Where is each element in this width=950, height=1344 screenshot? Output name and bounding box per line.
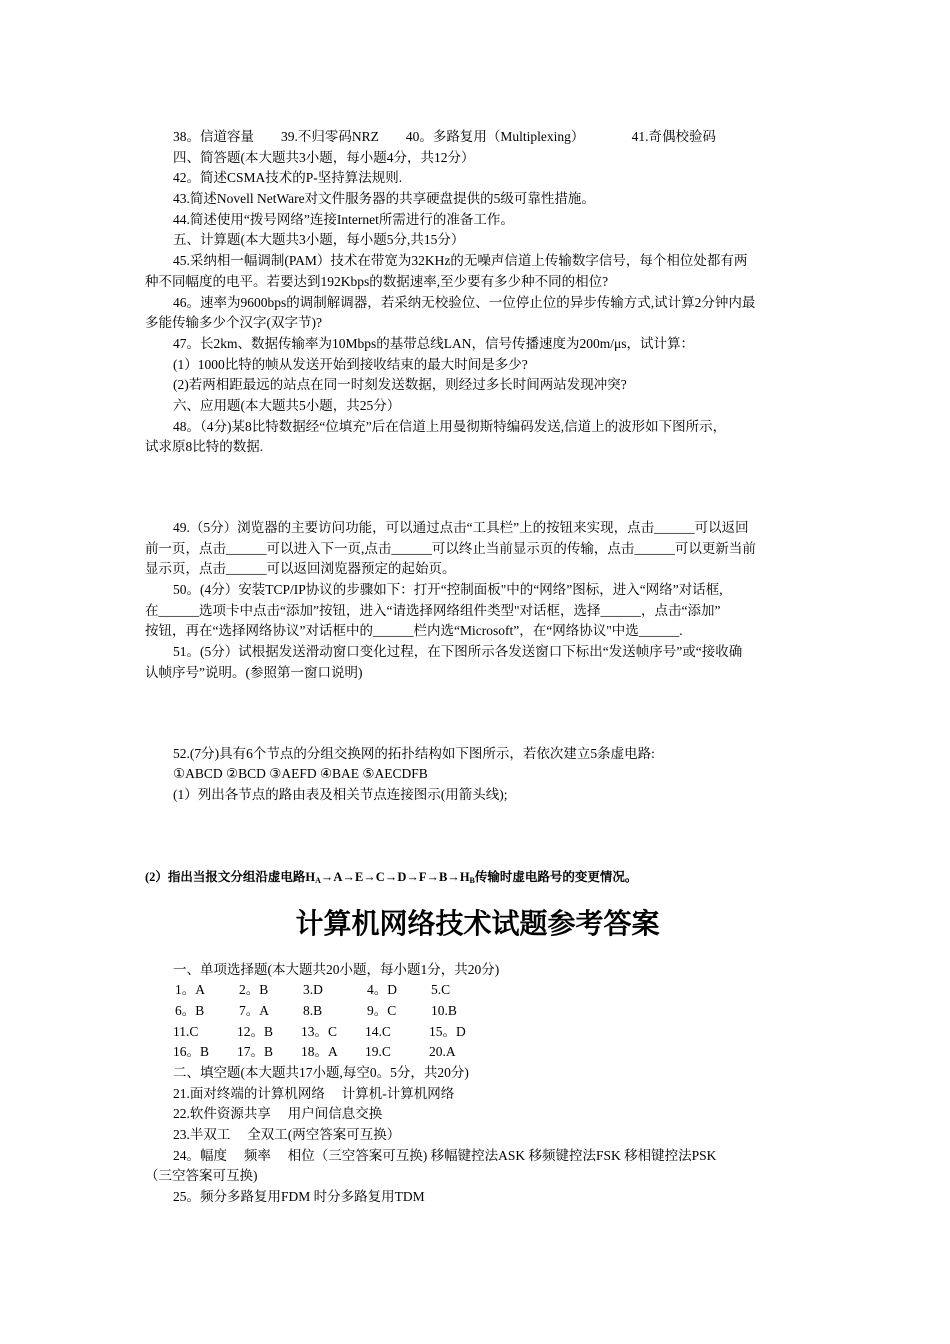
question-49-line1: 49.（5分）浏览器的主要访问功能，可以通过点击“工具栏”上的按钮来实现，点击______可以返回 [173,520,749,535]
mc-answer: 2。B [239,982,269,998]
mc-answer: 4。D [367,982,397,998]
section-5-heading: 五、计算题(本大题共3小题，每小题5分,共15分） [173,232,465,248]
question-42: 42。简述CSMA技术的P-坚持算法规则. [173,170,403,186]
answer-section-2-heading: 二、填空题(本大题共17小题,每空0。5分，共20分) [173,1065,469,1080]
question-43: 43.简述Novell NetWare对文件服务器的共享硬盘提供的5级可靠性措施。 [173,191,595,207]
question-50-line3: 按钮，再在“选择网络协议”对话框中的______栏内选“Microsoft”，在“网络协议"中选______. [145,623,683,639]
question-47-part1: (1）1000比特的帧从发送开始到接收结束的最大时间是多少? [173,356,528,372]
answer-section-1-heading: 一、单项选择题(本大题共20小题，每小题1分，共20分) [173,961,500,977]
mc-answer: 12。B [237,1023,274,1039]
question-50-line2: 在______选项卡中点击“添加”按钮，进入“请选择网络组件类型"对话框，选择______，点击“添加” [145,602,721,618]
figure-space-51 [145,684,810,744]
mc-answer: 10.B [431,1002,457,1018]
line-38-41: 38。信道容量 39.不归零码NRZ 40。多路复用（Multiplexing） 41.奇偶校验码 [173,129,716,144]
mc-answer: 8.B [303,1002,323,1018]
question-45-line2: 种不同幅度的电平。若要达到192Kbps的数据速率,至少要有多少种不同的相位? [145,273,609,289]
answer-23: 23.半双工 全双工(两空答案可互换） [173,1127,401,1143]
mc-answer: 20.A [429,1044,456,1060]
question-46-line2: 多能传输多少个汉字(双字节)? [145,315,322,331]
mc-answer-row [145,1042,810,1063]
mc-answer: 14.C [365,1023,391,1039]
mc-answer: 17。B [237,1044,274,1060]
figure-space-48 [145,458,810,518]
section-6-heading: 六、应用题(本大题共5小题，共25分） [173,397,401,413]
answer-24-cont: （三空答案可互换) [145,1168,258,1184]
question-48-line2: 试求原8比特的数据. [145,439,264,455]
answer-title: 计算机网络技术试题参考答案 [295,906,660,940]
mc-answer: 15。D [429,1023,466,1039]
question-47-part2: (2)若两相距最远的站点在同一时刻发送数据，则经过多长时间两站发现冲突? [173,377,627,393]
mc-answer: 9。C [367,1002,397,1018]
mc-answer: 7。A [239,1002,269,1018]
mc-answer: 3.D [303,982,323,998]
figure-space-52 [145,806,810,866]
question-52: 52.(7分)具有6个节点的分组交换网的拓扑结构如下图所示，若依次建立5条虚电路: [173,745,655,761]
mc-answer-row [145,980,810,1001]
mc-answer-row [145,1022,810,1043]
mc-answer: 13。C [301,1023,338,1039]
answer-25: 25。频分多路复用FDM 时分多路复用TDM [173,1189,425,1205]
mc-answer: 6。B [175,1002,205,1018]
mc-answer: 19.C [365,1044,391,1060]
document-body [145,127,810,1208]
answer-21: 21.面对终端的计算机网络 计算机-计算机网络 [173,1085,455,1101]
mc-answer: 5.C [431,982,451,998]
question-44: 44.简述使用“拨号网络”连接Internet所需进行的准备工作。 [173,211,514,227]
question-52-part1: (1）列出各节点的路由表及相关节点连接图示(用箭头线); [173,786,508,802]
mc-answer: 11.C [173,1023,199,1039]
question-52-circuits: ①ABCD ②BCD ③AEFD ④BAE ⑤AECDFB [173,766,428,782]
mc-answer-row [145,1001,810,1022]
question-49-line3: 显示页，点击______可以返回浏览器预定的起始页。 [145,561,456,577]
question-51-line2: 认帧序号”说明。(参照第一窗口说明) [145,664,363,680]
question-46-line1: 46。速率为9600bps的调制解调器，若采纳无校验位、一位停止位的异步传输方式,试计算2分钟内最 [173,294,756,310]
answer-22: 22.软件资源共享 用户间信息交换 [173,1106,383,1122]
question-49-line2: 前一页，点击______可以进入下一页,点击______可以终止当前显示页的传输，点击______可以更新当前 [145,540,756,556]
mc-answer: 1。A [175,982,205,998]
mc-answer: 18。A [301,1044,338,1060]
question-48-line1: 48。（4分)某8比特数据经“位填充”后在信道上用曼彻斯特编码发送,信道上的波形如下图所示， [173,418,727,434]
question-45-line1: 45.采纳相一幅调制(PAM）技术在带宽为32KHz的无噪声信道上传输数字信号，每个相位处都有两 [173,253,748,269]
answer-24: 24。幅度 频率 相位（三空答案可互换) 移幅键控法ASK 移频键控法FSK 移相键控法PSK [173,1147,717,1163]
question-51-line1: 51。(5分）试根据发送滑动窗口变化过程，在下图所示各发送窗口下标出“发送帧序号”或“接收确 [173,644,743,660]
section-4-heading: 四、简答题(本大题共3小题，每小题4分，共12分） [173,149,475,165]
question-52-part2: (2）指出当报文分组沿虚电路$H_A\to A\to E\to C\to D\to F\to B\to H_B$传输时虚电路号的变更情况。 [145,869,638,885]
question-47: 47。长2km、数据传输率为10Mbps的基带总线LAN，信号传播速度为200m/μs，试计算： [173,335,694,351]
question-50-line1: 50。(4分）安装TCP/IP协议的步骤如下：打开“控制面板"中的“网络”图标，进入“网络”对话框, [173,582,723,598]
mc-answer: 16。B [173,1044,210,1060]
